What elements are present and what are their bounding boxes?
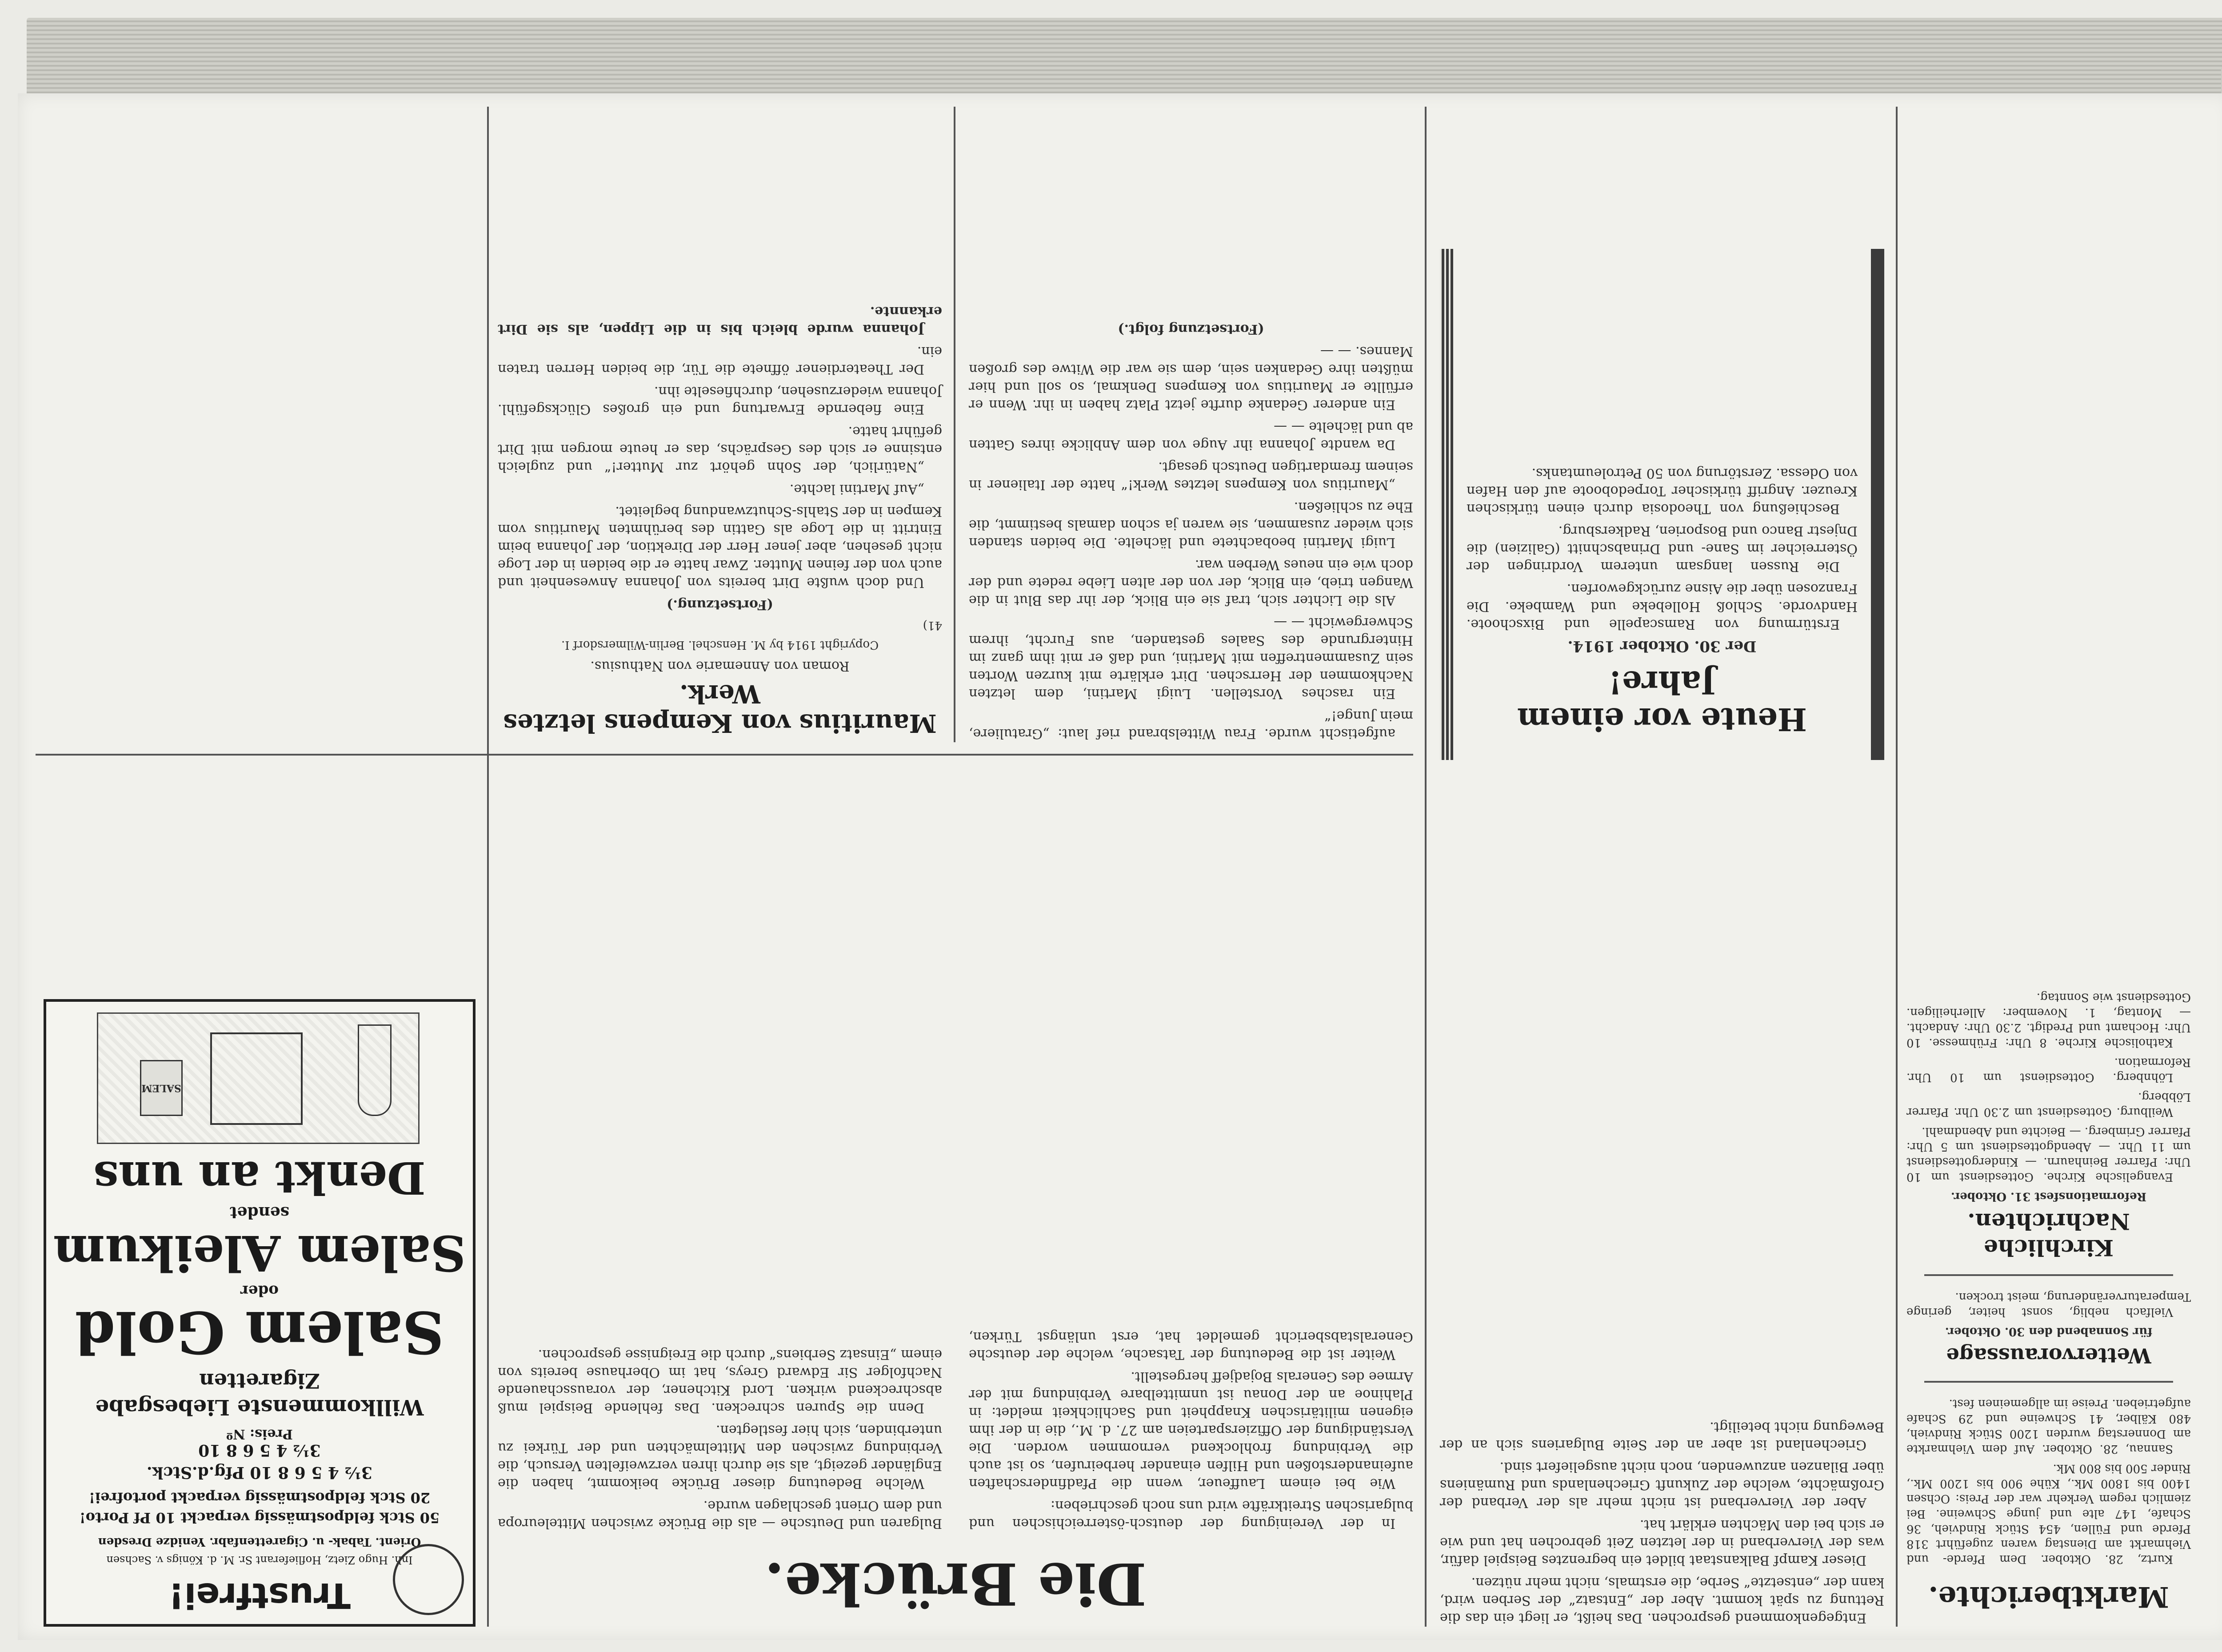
newspaper-page bbox=[36, 107, 2191, 1627]
novel-paragraph: Der Theaterdiener öffnete die Tür, die beiden Herren traten ein. bbox=[498, 344, 942, 377]
weather-subtitle: für Sonnabend den 30. Oktober. bbox=[1945, 1325, 2153, 1338]
weather-text: Vielfach neblig, sonst heiter, geringe Temperaturveränderung, meist trocken. bbox=[1906, 1290, 2191, 1319]
novel-continuation bbox=[969, 107, 1413, 742]
ad-price-row2: 3½ 4 5 6 8 10 Pfg.d.Stck. bbox=[146, 1463, 373, 1482]
ad-price-row1: 3½ 4 5 6 8 10 bbox=[198, 1441, 321, 1460]
novel-title: Mauritius von Kempens letztes Werk. bbox=[503, 679, 937, 738]
novel-paragraph: Ein anderer Gedanke durfte jetzt Platz haben in ihr. Wenn er erfüllte er Mauritius von Kempens Denkmal, so soll und hier müßten ihre Gedanken sein, dem sie war die Witwe des großen Mannes. — — bbox=[969, 344, 1413, 412]
divider bbox=[1924, 1381, 2173, 1383]
article-paragraph: Denn die Spuren schrecken. Das fehlende Beispiel muß abschreckend wirken. Lord Kitchener, der vorausschauende Nachfolger Sir Edward Greys, hat im Oberhause bereits von einem „Einsatz Serbiens“ durch die Ereignisse gesprochen. bbox=[498, 1347, 942, 1416]
brand-seal-icon bbox=[393, 1544, 464, 1615]
article-paragraph: Weiter ist die Bedeutung der Tatsache, welche der deutsche Generalstabsbericht gemeldet hat, erst unlängst Türken, Bulgaren und Deutsche — als die Brücke zwischen Mitteleuropa und dem Orient geschlagen wurde. bbox=[498, 1329, 1413, 1531]
column-rule bbox=[487, 107, 489, 1627]
novel-paragraph: „Mauritius von Kempens letztes Werk!“ hatte der Italiener in seinem fremdartigen Deutsch gesagt. bbox=[969, 459, 1413, 492]
ad-sendet: sendet bbox=[229, 1203, 290, 1222]
novel-paragraph: Ein rasches Vorstellen. Luigi Martini, dem letzten Nachkommen der Herrschen. Dirt erklärte mit kurzen Worten sein Zusammentreffen mit Martini, und daß er mit ihm ganz im Hintergrunde des Saales gestanden, aus Furcht, ihrem Schwergewicht — — bbox=[969, 615, 1413, 701]
ad-slogan: Willkommenste Liebesgabe bbox=[95, 1395, 424, 1420]
novel-subtitle: Roman von Annemarie von Nathusius. bbox=[590, 658, 850, 674]
article-paragraph: In der Vereinigung der deutsch-österreichischen und bulgarischen Streitkräfte wird uns noch geschrieben: bbox=[969, 1498, 1413, 1531]
article-title: Die Brücke. bbox=[764, 1550, 1147, 1618]
ad-offer-50: 50 Stck feldpostmässig verpackt 10 Pf Porto! bbox=[79, 1509, 440, 1526]
column-rule bbox=[1425, 107, 1427, 1627]
ad-illustration-soldiers bbox=[97, 1012, 420, 1144]
year-ago-title: Heute vor einem Jahre! bbox=[1517, 664, 1807, 738]
article-paragraph: Welche Bedeutung dieser Brücke beikommt, haben die Engländer gezeigt, als sie durch ihren verzweifelten Versuch, die Verbindung zwischen den Mittelmächten und der Türkei zu unterbinden, sich hier festlegten. bbox=[498, 1422, 942, 1491]
article-die-bruecke bbox=[498, 760, 1413, 1627]
advertisement-salem bbox=[44, 999, 476, 1627]
cigarette-box-sign: SALEM bbox=[140, 1060, 183, 1116]
divider bbox=[1924, 1274, 2173, 1276]
window-frame-icon bbox=[210, 1032, 303, 1125]
novel-continuation-note: (Fortsetzung.) bbox=[667, 597, 773, 612]
right-top-paragraph: Aber der Vierverband ist nicht mehr als der Verband der Großmächte, welche der Zukunft Griechenlands und Rumäniens über Bilanzen anzuwenden, noch nicht ausgeliefert sind. bbox=[1440, 1459, 1884, 1510]
column-rule bbox=[954, 107, 955, 742]
church-news-paragraph: Weilburg. Gottesdienst um 2.30 Uhr. Pfarrer Löbberg. bbox=[1906, 1090, 2191, 1119]
column-rule bbox=[1896, 107, 1898, 1627]
novel-paragraph: Eine fiebernde Erwartung und ein großes Glücksgefühl. Johanna wiederzusehen, durchfieselte ihn. bbox=[498, 384, 942, 417]
ad-maker: Orient. Tabak- u. Cigarettenfabr. Yenidze Dresden bbox=[98, 1535, 421, 1548]
novel-paragraph: Als die Lichter sich, traf sie ein Blick, der ihr das Blut in die Wangen trieb, ein Blick, der von der alten Liebe redete und der doch wie ein neues Werben war. bbox=[969, 557, 1413, 608]
ad-trustfrei: Trustfrei! bbox=[168, 1575, 351, 1615]
box-left-bar bbox=[1871, 249, 1884, 760]
church-news-paragraph: Löhnberg. Gottesdienst um 10 Uhr. Reformation. bbox=[1906, 1056, 2191, 1084]
ad-offer-20: 20 Stck feldpostmässig verpackt portofrei! bbox=[88, 1489, 431, 1506]
box-right-bar bbox=[1440, 249, 1453, 760]
right-top-paragraph: Griechenland ist aber an der Seite Bulgariens sich an der Bewegung nicht beteiligt. bbox=[1440, 1419, 1884, 1452]
novel-paragraph: aufgetischt wurde. Frau Wittelsbrand rief laut: „Gratuliere, mein Junge!“ bbox=[969, 708, 1413, 741]
year-ago-date: Der 30. Oktober 1914. bbox=[1567, 637, 1757, 655]
novel-paragraph: Luigi Martini beobachtete und lächelte. Die beiden standen sich wieder zusammen, sie waren ja schon damals bestimmt, die Ehe zu schließen. bbox=[969, 499, 1413, 550]
novel-paragraph: „Auf Martini lachte. bbox=[789, 481, 924, 497]
market-report-title: Marktberichte. bbox=[1928, 1580, 2169, 1613]
church-news-paragraph: Katholische Kirche. 8 Uhr: Frühmesse. 10 Uhr: Hochamt und Predigt. 2.30 Uhr: Andacht. — Montag, 1. November: Allerheiligen. Gottesdienst wie Sonntag. bbox=[1906, 991, 2191, 1049]
church-news-title: Kirchliche Nachrichten. bbox=[1967, 1208, 2130, 1261]
novel-paragraph: Und doch wußte Dirt bereits von Johanna Anwesenheit und auch von der feinen Mutter. Zwar hatte er die beiden in der Loge nicht gesehen, aber jener Herr der Direktion, der Johanna beim Eintritt in die Loge als Gattin des berühmten Mauritius vom Kempen in der Stahls-Schutzwandung begleitet. bbox=[498, 504, 942, 590]
ad-brand-aleikum: Salem Aleikum bbox=[53, 1224, 466, 1282]
ad-oder: oder bbox=[240, 1282, 279, 1300]
ad-product: Zigaretten bbox=[199, 1369, 320, 1393]
novel-paragraph: Da wandte Johanna ihr Auge von dem Anblicke ihres Gatten ab und lächelte — — bbox=[969, 419, 1413, 452]
novel-copyright: Copyright 1914 by M. Henschel. Berlin-Wilmersdorf I. bbox=[561, 638, 879, 652]
ad-denkt-an-uns: Denkt an uns bbox=[93, 1152, 426, 1204]
ad-brand-gold: Salem Gold bbox=[75, 1298, 444, 1366]
novel-to-be-continued: (Fortsetzung folgt.) bbox=[1118, 321, 1264, 337]
ad-owner: Inh. Hugo Zietz, Hoflieferant Sr. M. d. Königs v. Sachsen bbox=[106, 1554, 413, 1566]
right-top-paragraph: Entgegenkommend gesprochen. Das heißt, er liegt ein das die Rettung zu spät kommt. Aber der „Entsatz“ der Serben wird, kann der „entsetzte“ Serbe, die erstmals, nicht mehr nützen. bbox=[1440, 1575, 1884, 1626]
church-news-paragraph: Evangelische Kirche. Gottesdienst um 10 Uhr: Pfarrer Beinhaurn. — Kindergottesdienst um 11 Uhr. — Abendgottesdienst um 5 Uhr: Pfarrer Grimberg. — Beichte und Abendmahl. bbox=[1906, 1125, 2191, 1184]
right-top-paragraph: Dieser Kampf Balkanstaat bildet ein begrenztes Beispiel dafür, was der Vierverband in der letzten Zeit gebrochen hat und wie er sich bei den Mächten erklärt hat. bbox=[1440, 1517, 1884, 1568]
year-ago-paragraph: Beschießung von Theodosia durch einen türkischen Kreuzer. Angriff türkischer Torpedoboote auf den Hafen von Odessa. Zerstörung von 50 Petroleumtanks. bbox=[1467, 465, 1858, 516]
weather-title: Wettervoraussage bbox=[1946, 1344, 2151, 1368]
horizontal-rule bbox=[36, 754, 1413, 756]
soldier-figure-icon bbox=[358, 1024, 392, 1116]
ad-price-label: Preis: Nº bbox=[226, 1426, 293, 1442]
year-ago-paragraph: Erstürmung von Ramscapelle und Bixschoote. Handvorde. Schloß Hollebeke und Wambeke. Die Franzosen über die Aisne zurückgeworfen. bbox=[1467, 581, 1858, 632]
article-paragraph: Wie bei einem Lauffeuer, wenn die Pfadfinderschaften aufeinanderstoßen und Hilfen einander herbeirufen, so ist auch die Verbindung frohlockend vernommen worden. Die Verständigung der Offiziersparteien am 27. d. M., die in der ihm eigenen militärischen Knappheit und Sachlichkeit meldet: in Plahinoe an der Donau ist unmittelbare Verbindung mit der Armee des Generals Bojadjeff hergestellt. bbox=[969, 1369, 1413, 1491]
novel-paragraph: Johanna wurde bleich bis in die Lippen, als sie Dirt erkannte. bbox=[498, 304, 942, 337]
column-year-ago bbox=[1440, 1049, 1884, 1627]
market-report-paragraph: Kurtz, 28. Oktober. Dem Pferde- und Viehmarkt am Dienstag waren zugeführt 318 Pferde und Füllen, 454 Stück Rindvieh, 36 Schafe, 147 alte und junge Schweine. Bei ziemlich regem Verkehr war der Preis: Ochsen 1400 bis 1800 Mk., Kühe 900 bis 1200 Mk., Rinder 500 bis 800 Mk. bbox=[1906, 1462, 2191, 1566]
novel-head bbox=[498, 107, 942, 742]
market-report-paragraph: Sannau, 28. Oktober. Auf dem Viehmarkte am Donnerstag wurden 1200 Stück Rindvieh, 480 Kälber, 41 Schweine und 29 Schafe aufgetrieben. Preise im allgemeinen fest. bbox=[1906, 1397, 2191, 1456]
church-news-subtitle: Reformationsfest 31. Oktober. bbox=[1950, 1190, 2147, 1203]
column-market-weather-church bbox=[1906, 107, 2191, 1627]
novel-paragraph: „Natürlich, der Sohn gehört zur Mutter!“ und zugleich entsinne er sich des Gesprächs, das er heute morgen mit Dirt geführt hatte. bbox=[498, 424, 942, 475]
novel-part-number: 41) bbox=[923, 619, 942, 632]
year-ago-box bbox=[1440, 107, 1884, 760]
year-ago-paragraph: Die Russen langsam unterem Vordringen der Österreicher im Sane- und Drinabschnitt (Galizien) die Dnjestr Banco und Bosporien, Radkersburg. bbox=[1467, 523, 1858, 574]
